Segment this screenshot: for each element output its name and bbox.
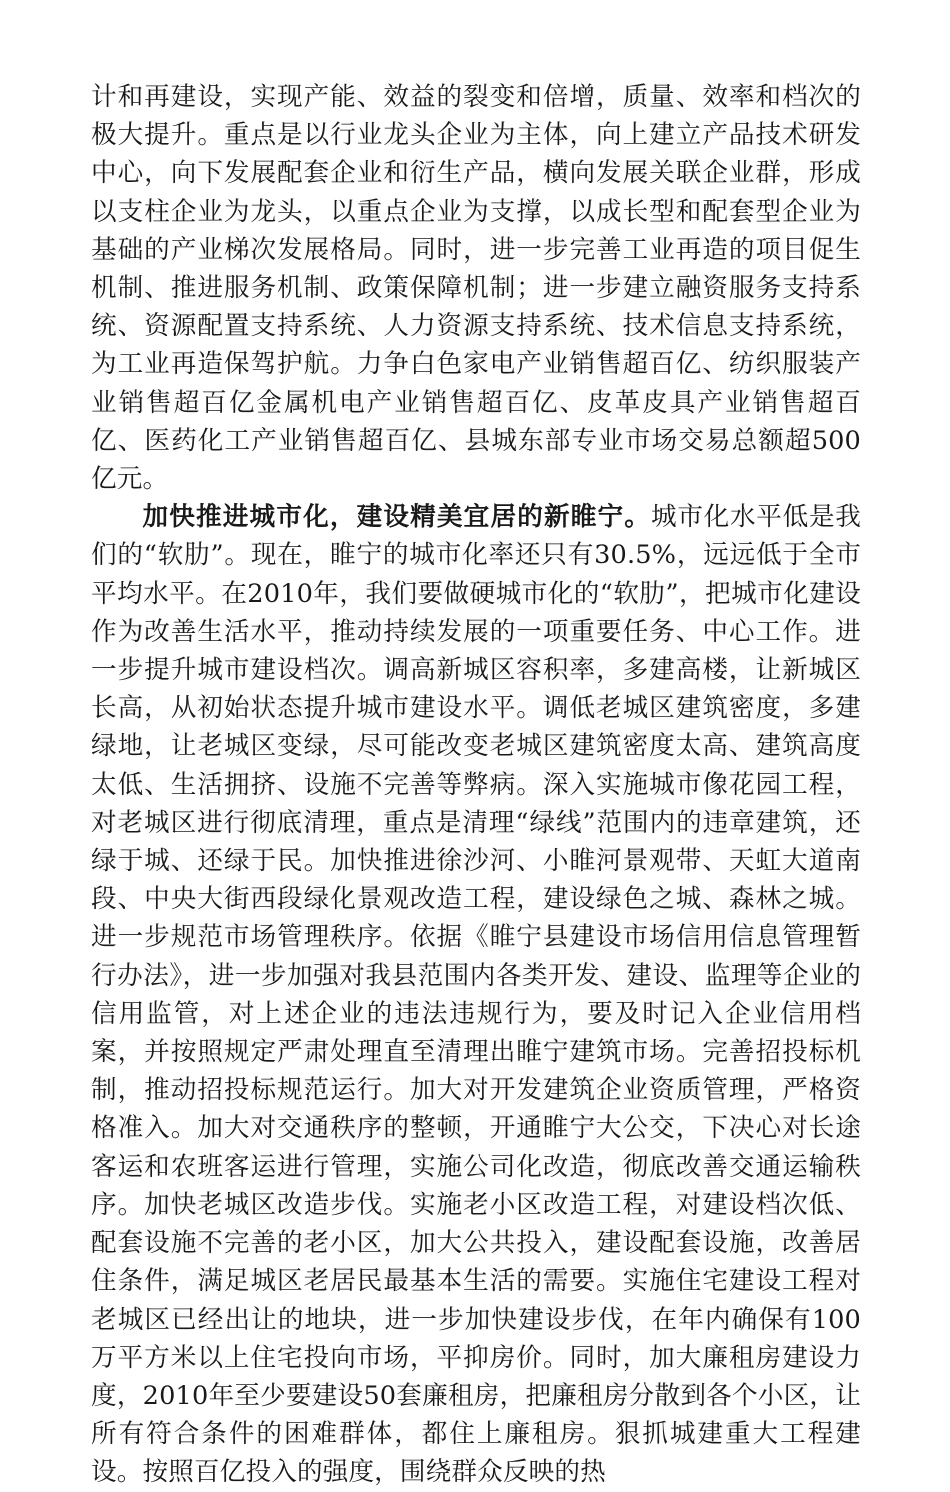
paragraph-bold-lead-heading: 加快推进城市化，建设精美宜居的新睢宁。	[142, 502, 652, 533]
paragraph-urbanization-text: 城市化水平低是我们的“软肋”。现在，睢宁的城市化率还只有30.5%，远远低于全市平均水平。在2010年，我们要做硬城市化的“软肋”，把城市化建设作为改善生活水平，推动持续发展的一项重要任务、中心工作。进一步提升城市建设档次。调高新城区容积率，多建高楼，让新城区长高，从初始状态提升城市建设水平。调低老城区建筑密度，多建绿地，让老城区变绿，尽可能改变老城区建筑密度太高、建筑高度太低、生活拥挤、设施不完善等弊病。深入实施城市像花园工程，对老城区进行彻底清理，重点是清理“绿线”范围内的违章建筑，还绿于城、还绿于民。加快推进徐沙河、小睢河景观带、天虹大道南段、中央大街西段绿化景观改造工程，建设绿色之城、森林之城。进一步规范市场管理秩序。依据《睢宁县建设市场信用信息管理暂行办法》，进一步加强对我县范围内各类开发、建设、监理等企业的信用监管，对上述企业的违法违规行为，要及时记入企业信用档案，并按照规定严肃处理直至清理出睢宁建筑市场。完善招投标机制，推动招投标规范运行。加大对开发建筑企业资质管理，严格资格准入。加大对交通秩序的整顿，开通睢宁大公交，下决心对长途客运和农班客运进行管理，实施公司化改造，彻底改善交通运输秩序。加快老城区改造步伐。实施老小区改造工程，对建设档次低、配套设施不完善的老小区，加大公共投入，建设配套设施，改善居住条件，满足城区老居民最基本生活的需要。实施住宅建设工程对老城区已经出让的地块，进一步加快建设步伐，在年内确保有100万平方米以上住宅投向市场，平抑房价。同时，加大廉租房建设力度，2010年至少要建设50套廉租房，把廉租房分散到各个小区，让所有符合条件的困难群体，都住上廉租房。狠抓城建重大工程建设。按照百亿投入的强度，围绕群众反映的热	[91, 502, 861, 1488]
paragraph-urbanization	[91, 498, 861, 1491]
document-text-body	[91, 78, 861, 1492]
paragraph-industry-continuation: 计和再建设，实现产能、效益的裂变和倍增，质量、效率和档次的极大提升。重点是以行业龙头企业为主体，向上建立产品技术研发中心，向下发展配套企业和衍生产品，横向发展关联企业群，形成以支柱企业为龙头，以重点企业为支撑，以成长型和配套型企业为基础的产业梯次发展格局。同时，进一步完善工业再造的项目促生机制、推进服务机制、政策保障机制；进一步建立融资服务支持系统、资源配置支持系统、人力资源支持系统、技术信息支持系统，为工业再造保驾护航。力争白色家电产业销售超百亿、纺织服装产业销售超百亿金属机电产业销售超百亿、皮革皮具产业销售超百亿、医药化工产业销售超百亿、县城东部专业市场交易总额超500亿元。	[91, 82, 861, 495]
